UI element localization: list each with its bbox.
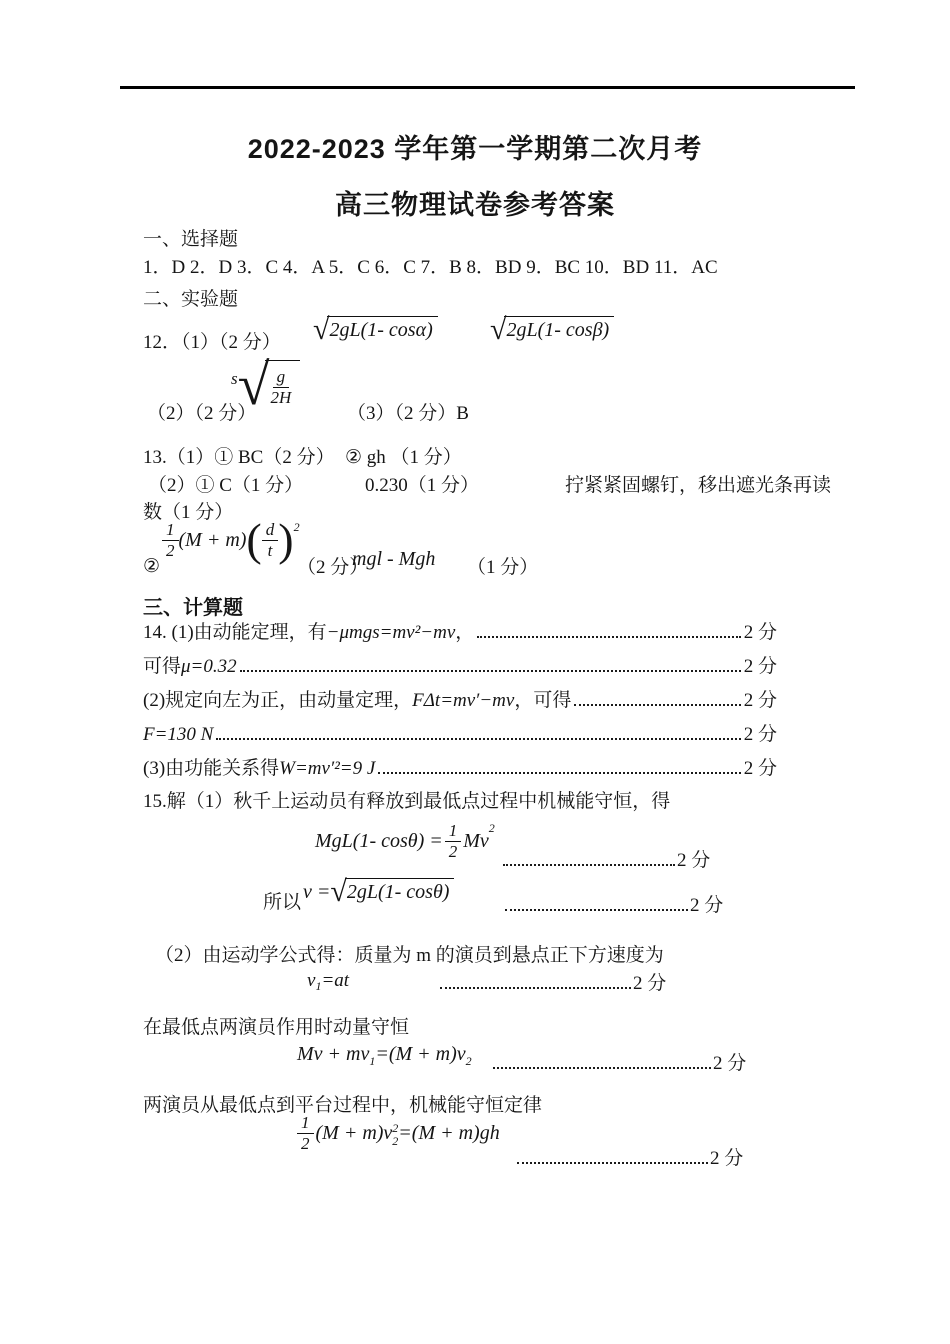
q14-line1-post: ， xyxy=(455,622,475,643)
score-label: 2 分 xyxy=(690,895,724,916)
q13-item2-marker: ② xyxy=(143,556,161,577)
section-experiment-heading: 二、实验题 xyxy=(143,289,239,310)
q14-line5 xyxy=(143,753,777,780)
formula-left: (M + m)v xyxy=(315,1121,393,1144)
score-label: 2 分 xyxy=(713,1053,747,1074)
radicand-alpha: 2gL(1- cosα) xyxy=(327,316,437,342)
q15-part2-text: （2）由运动学公式得：质量为 m 的演员到悬点正下方速度为 xyxy=(155,945,664,966)
s-coefficient: s xyxy=(231,368,238,388)
fraction-denominator: 2 xyxy=(301,1133,310,1153)
q13-energy-expr: mgl - Mgh xyxy=(352,548,436,570)
q12-formula-alpha xyxy=(313,313,438,346)
formula-right: =(M + m)gh xyxy=(398,1121,500,1144)
exponent: 2 xyxy=(488,821,495,835)
q14-line2-math: μ=0.32 xyxy=(181,656,237,677)
exponent: 2 xyxy=(293,520,300,534)
fraction-numerator: 1 xyxy=(445,822,462,842)
score-label: 2 分 xyxy=(633,973,667,994)
radicand-theta: 2gL(1- cosθ) xyxy=(345,878,455,904)
fraction-one-half xyxy=(445,822,462,861)
dotted-leader xyxy=(505,909,688,911)
radical-sign: √ xyxy=(237,351,270,417)
sup-sub-stack xyxy=(392,1122,398,1150)
dotted-leader xyxy=(440,987,631,989)
q15-score-row2 xyxy=(505,890,723,917)
dotted-leader xyxy=(216,738,740,740)
q15-score-row3 xyxy=(440,968,666,995)
header-rule xyxy=(120,86,855,89)
q13-formula-kinetic xyxy=(162,513,300,565)
score-label: 2 分 xyxy=(677,850,711,871)
mass-term: (M + m) xyxy=(178,528,247,551)
fraction-numerator: 1 xyxy=(297,1114,314,1134)
formula-rest: =at xyxy=(321,970,350,991)
formula-right: Mv xyxy=(463,829,489,852)
q13-line2-right: 拧紧紧固螺钉，移出遮光条再读 xyxy=(565,475,832,496)
radical-sign: √ xyxy=(330,875,347,908)
q15-formula-v xyxy=(303,875,454,908)
q15-energy-text: 两演员从最低点到平台过程中，机械能守恒定律 xyxy=(143,1095,543,1116)
q15-score-row5 xyxy=(517,1143,743,1170)
section-calculation-heading: 三、计算题 xyxy=(143,597,243,619)
q15-score-row1 xyxy=(503,845,710,872)
radical-sign: √ xyxy=(313,313,330,346)
q14-line5-math: W=mv′²=9 J xyxy=(279,758,376,779)
q14-line1-text: 14. (1)由动能定理，有 xyxy=(143,622,327,643)
superscript: 2 xyxy=(392,1120,399,1135)
score-label: 2 分 xyxy=(743,690,777,711)
answer-key-title: 高三物理试卷参考答案 xyxy=(335,190,615,220)
q13-line1-left: 13.（1）① BC（2 分） xyxy=(143,447,335,468)
exam-title: 2022-2023 学年第一学期第二次月考 xyxy=(247,134,703,164)
q15-score-row4 xyxy=(493,1048,746,1075)
subscript: 2 xyxy=(392,1134,399,1149)
q14-line4-math: F=130 N xyxy=(143,724,214,745)
q15-formula-v1 xyxy=(307,970,349,992)
subscript: 2 xyxy=(465,1053,472,1068)
q14-line2-text: 可得 xyxy=(143,656,182,677)
fraction-numerator: d xyxy=(262,521,279,541)
fraction-one-half xyxy=(162,521,179,560)
dotted-leader xyxy=(493,1067,711,1069)
q13-line2-mid: 0.230（1 分） xyxy=(365,475,480,496)
q13-line2-left: （2）① C（1 分） xyxy=(148,475,304,496)
sqrt-g-over-2H xyxy=(237,351,301,417)
dotted-leader xyxy=(378,772,740,774)
q14-line4 xyxy=(143,719,777,746)
big-paren-open: ( xyxy=(246,513,262,565)
q14-line3-math: FΔt=mv′−mv xyxy=(412,690,515,711)
q13-score-1: （1 分） xyxy=(467,557,539,578)
formula-var: v xyxy=(307,970,316,991)
fraction-denominator: 2H xyxy=(270,387,292,407)
q12-part3-label: （3）（2 分）B xyxy=(347,403,469,424)
q12-part2-label: （2）（2 分） xyxy=(147,403,257,424)
q14-line3-text: (2)规定向左为正，由动量定理， xyxy=(143,690,413,711)
dotted-leader xyxy=(517,1162,708,1164)
q14-line1 xyxy=(143,617,777,644)
q15-formula-energy2 xyxy=(297,1114,500,1153)
radicand-beta: 2gL(1- cosβ) xyxy=(504,316,614,342)
subscript: 1 xyxy=(315,979,322,993)
formula-mid: =(M + m)v xyxy=(375,1043,466,1065)
score-label: 2 分 xyxy=(710,1148,744,1169)
formula-left: MgL(1- cosθ) = xyxy=(315,829,443,852)
q15-momentum-text: 在最低点两演员作用时动量守恒 xyxy=(143,1017,410,1038)
q14-line2 xyxy=(143,651,777,678)
choice-answers: 1．D 2．D 3．C 4．A 5．C 6．C 7．B 8．BD 9．BC 10．BD 11．AC xyxy=(143,257,718,278)
dotted-leader xyxy=(477,636,740,638)
dotted-leader xyxy=(574,704,740,706)
fraction-denominator: t xyxy=(267,540,273,560)
score-label: 2 分 xyxy=(743,656,777,677)
fraction-g-2H xyxy=(270,368,291,407)
q12-part1-label: 12．（1）（2 分） xyxy=(143,332,281,353)
q14-line5-text: (3)由功能关系得 xyxy=(143,758,280,779)
fraction-numerator: 1 xyxy=(162,521,179,541)
fraction-denominator: 2 xyxy=(448,841,458,861)
q13-score-2: （2 分） xyxy=(297,557,369,578)
dotted-leader xyxy=(503,864,675,866)
fraction-d-t xyxy=(262,521,279,560)
big-paren-close: ) xyxy=(278,513,294,565)
q15-formula-energy1 xyxy=(315,822,495,861)
score-label: 2 分 xyxy=(743,622,777,643)
fraction-one-half xyxy=(297,1114,314,1153)
sqrt-2gL xyxy=(330,875,454,908)
fraction-numerator: g xyxy=(273,368,290,388)
q14-line3 xyxy=(143,685,777,712)
q12-formula-s-sqrt xyxy=(231,351,300,417)
q15-suoyi: 所以 xyxy=(263,892,302,913)
q14-line3-post: ，可得 xyxy=(514,690,572,711)
q12-formula-beta xyxy=(490,313,614,346)
q15-intro: 15.解（1）秋千上运动员有释放到最低点过程中机械能守恒，得 xyxy=(143,791,671,812)
sqrt-content xyxy=(265,360,300,410)
section-choice-heading: 一、选择题 xyxy=(143,229,239,250)
q13-line1-right: ② gh （1 分） xyxy=(345,447,462,468)
q15-formula-momentum xyxy=(297,1043,472,1066)
score-label: 2 分 xyxy=(743,724,777,745)
score-label: 2 分 xyxy=(743,758,777,779)
dotted-leader xyxy=(240,670,741,672)
formula-left: Mv + mv xyxy=(297,1043,370,1065)
subscript: 1 xyxy=(369,1053,376,1068)
formula-left: v = xyxy=(303,880,331,903)
fraction-denominator: 2 xyxy=(166,540,175,560)
q14-line1-math: −μmgs=mv²−mv xyxy=(326,622,456,643)
q13-line3: 数（1 分） xyxy=(143,502,234,523)
radical-sign: √ xyxy=(490,313,507,346)
